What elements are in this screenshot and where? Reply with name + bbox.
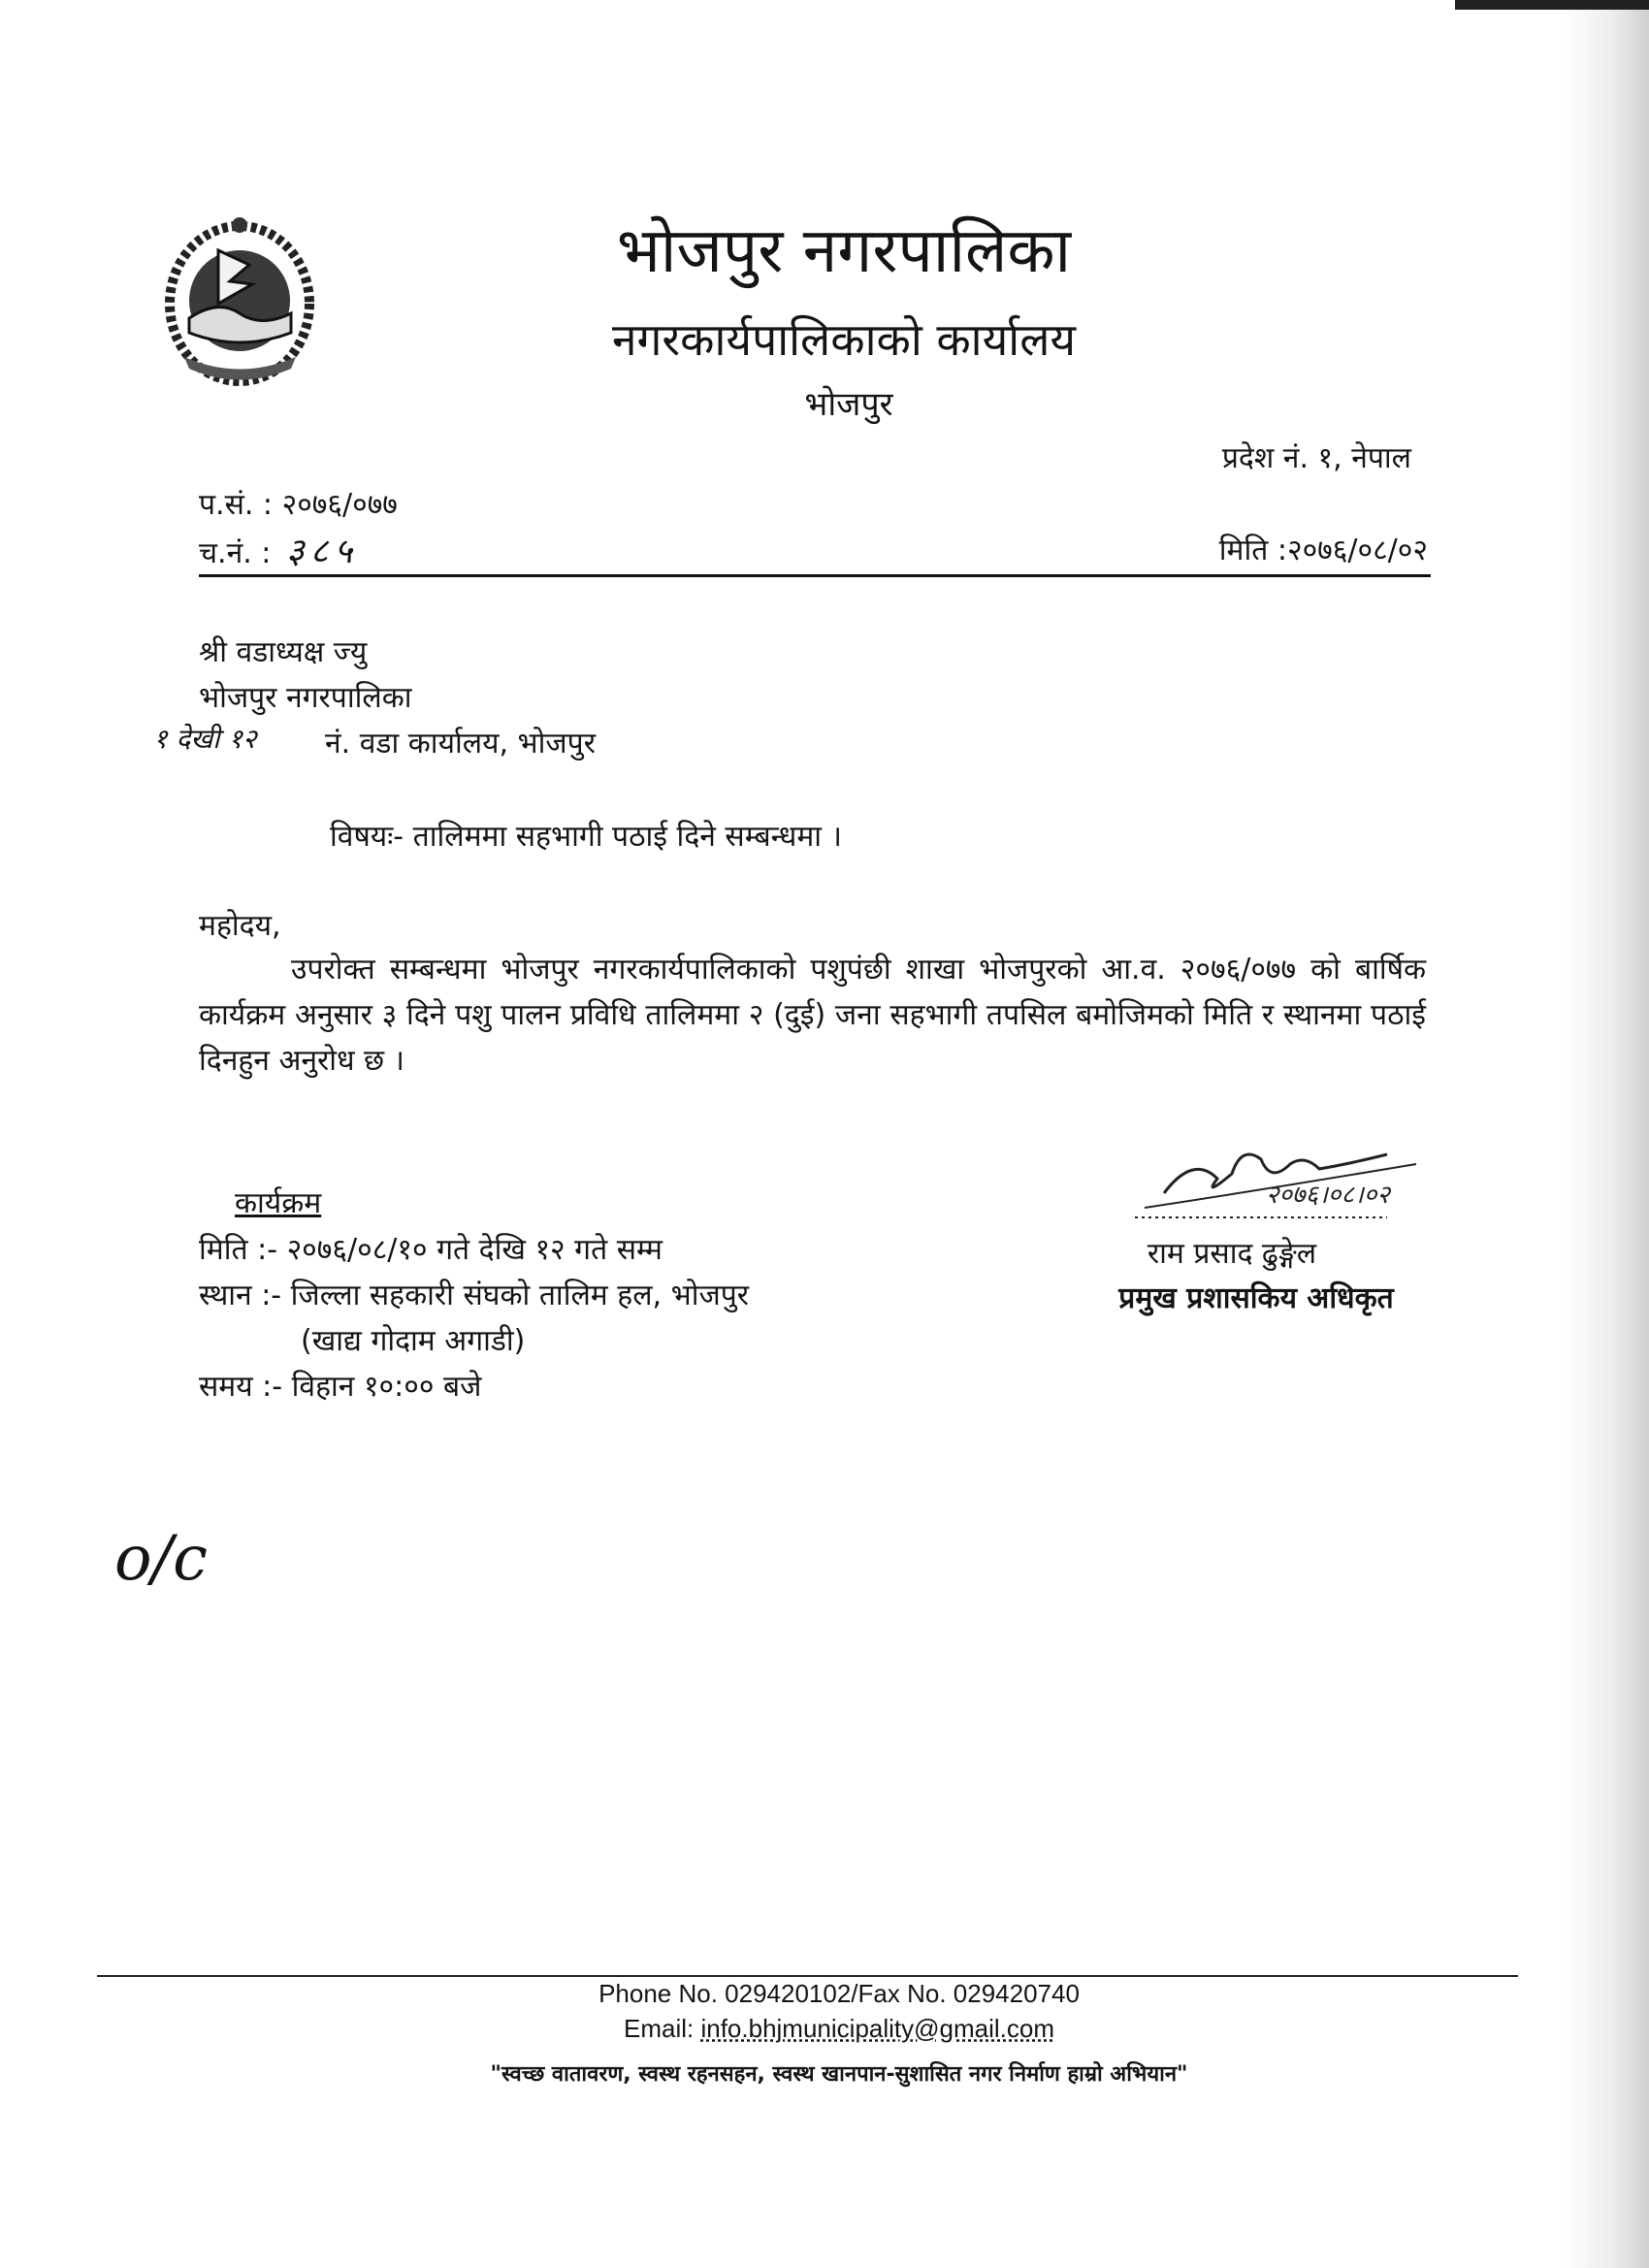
program-date: मिति :- २०७६/०८/१० गते देखि १२ गते सम्म	[199, 1233, 663, 1267]
subject-line: विषयः- तालिममा सहभागी पठाई दिने सम्बन्धमा ।	[330, 820, 842, 854]
letter-date: मिति :२०७६/०८/०२	[1218, 534, 1428, 567]
reference-number	[199, 483, 398, 523]
program-time: समय :- विहान १०:०० बजे	[199, 1370, 482, 1404]
recipient-line-3: नं. वडा कार्यालय, भोजपुर	[325, 727, 596, 761]
signatory-name: राम प्रसाद ढुङ्गेल	[1147, 1237, 1317, 1271]
recipient-ward-handwritten: १ देखी १२	[153, 723, 257, 755]
scan-edge-mark	[1455, 0, 1649, 10]
signature-date: २०७६।०८।०२	[1266, 1181, 1390, 1210]
recipient-line-1: श्री वडाध्यक्ष ज्यु	[199, 635, 368, 669]
province-label: प्रदेश नं. १, नेपाल	[1221, 441, 1411, 475]
salutation: महोदय,	[199, 909, 281, 943]
office-place: भोजपुर	[804, 385, 893, 424]
footer-divider	[97, 1975, 1518, 1977]
footer-slogan: "स्वच्छ वातावरण, स्वस्थ रहनसहन, स्वस्थ खानपान-सुशासित नगर निर्माण हाम्रो अभियान"	[490, 2062, 1188, 2087]
signatory-title: प्रमुख प्रशासकिय अधिकृत	[1118, 1281, 1394, 1315]
header-divider	[199, 574, 1431, 577]
footer-email-label: Email:	[623, 2014, 695, 2043]
municipality-title: भोजपुर नगरपालिका	[616, 215, 1072, 287]
program-venue: स्थान :- जिल्ला सहकारी संघको तालिम हल, भोजपुर	[199, 1279, 750, 1312]
footer-email-link[interactable]: info.bhjmunicipality@gmail.com	[700, 2014, 1055, 2043]
letter-body: उपरोक्त सम्बन्धमा भोजपुर नगरकार्यपालिकाको पशुपंछी शाखा भोजपुरको आ.व. २०७६/०७७ को बार्षिक कार्यक्रम अनुसार ३ दिने पशु पालन प्रविधि तालिममा २ (दुई) जना सहभागी तपसिल बमोजिमको मिति र स्थानमा पठाई दिनहुन अनुरोध छ ।	[199, 953, 1426, 1078]
dispatch-number	[199, 526, 358, 573]
reference-value: २०७६/०७७	[281, 488, 398, 522]
program-heading: कार्यक्रम	[235, 1186, 322, 1220]
dispatch-value: ३८५	[285, 532, 359, 571]
recipient-line-2: भोजपुर नगरपालिका	[199, 681, 412, 715]
office-title: नगरकार्यपालिकाको कार्यालय	[611, 313, 1077, 366]
signature-image	[1125, 1125, 1436, 1232]
program-venue-note: (खाद्य गोदाम अगाडी)	[301, 1324, 526, 1358]
reference-label: प.सं. :	[199, 488, 274, 522]
footer-phone: Phone No. 029420102/Fax No. 029420740	[598, 1979, 1080, 2008]
footer-email	[0, 2014, 1649, 2044]
dispatch-label: च.नं. :	[199, 536, 272, 570]
handwritten-oc-note: o/c	[114, 1523, 208, 1595]
